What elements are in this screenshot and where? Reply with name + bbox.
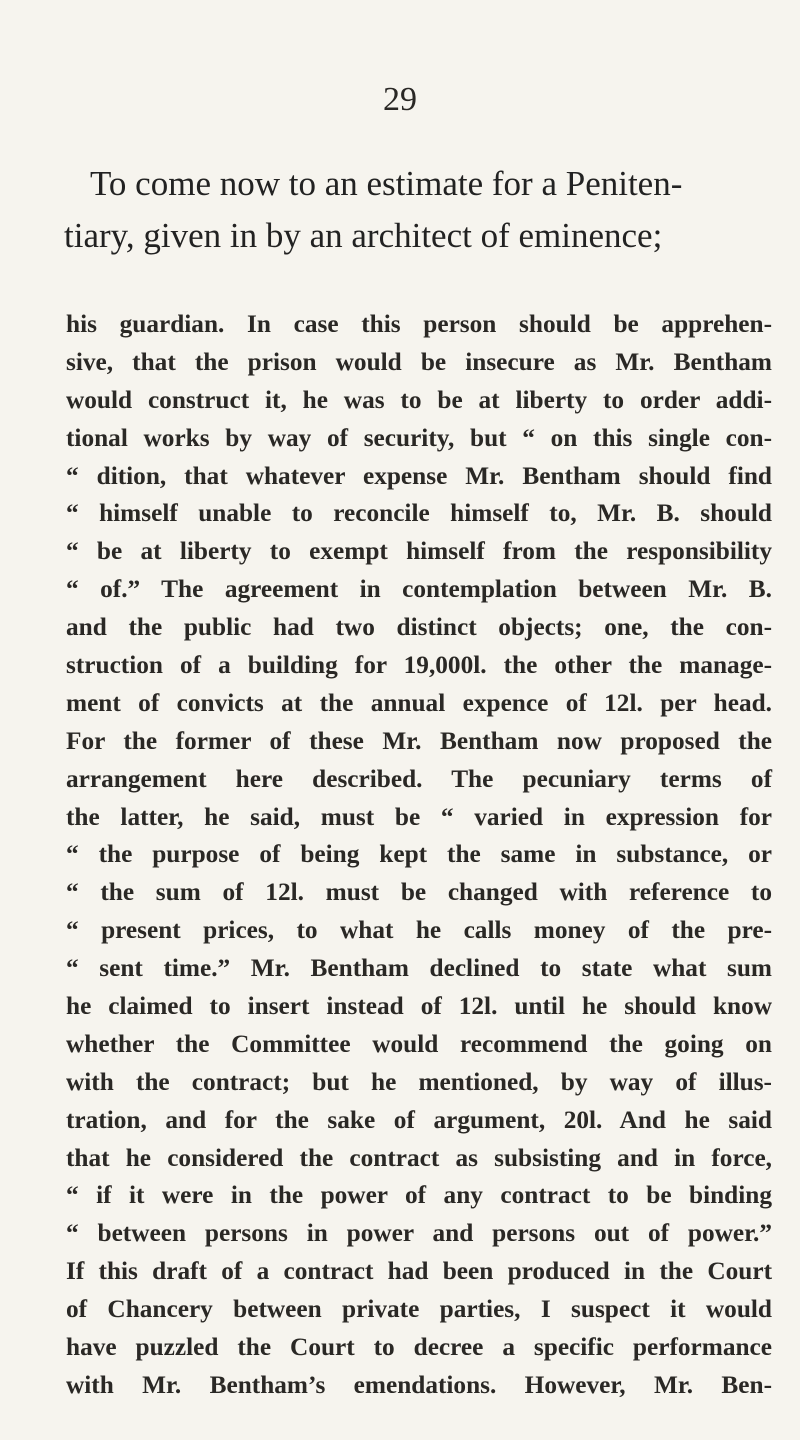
text-line: with Mr. Bentham’s emendations. However, Mr. Ben- <box>66 1370 772 1399</box>
text-line: of Chancery between private parties, I suspect it would <box>66 1295 772 1324</box>
text-line: “ the purpose of being kept the same in substance, or <box>66 840 772 869</box>
text-line: arrangement here described. The pecuniary terms of <box>66 764 772 793</box>
page-number: 29 <box>383 81 417 118</box>
text-line: ment of convicts at the annual expence of 12l. per head. <box>66 688 772 717</box>
text-line: “ if it were in the power of any contract to be binding <box>66 1181 772 1210</box>
text-line: “ between persons in power and persons out of power.” <box>66 1219 772 1248</box>
text-line: “ himself unable to reconcile himself to, Mr. B. should <box>66 499 772 528</box>
text-line: tration, and for the sake of argument, 20l. And he said <box>66 1105 772 1134</box>
text-line: with the contract; but he mentioned, by way of illus- <box>66 1067 772 1096</box>
text-line: “ dition, that whatever expense Mr. Bentham should find <box>66 461 772 490</box>
text-line: For the former of these Mr. Bentham now proposed the <box>66 726 772 755</box>
text-line: he claimed to insert instead of 12l. until he should know <box>66 992 772 1021</box>
text-line: have puzzled the Court to decree a specific performance <box>66 1333 772 1362</box>
heading-line-1: To come now to an estimate for a Peniten- <box>90 164 683 203</box>
text-line: struction of a building for 19,000l. the other the manage- <box>66 651 772 680</box>
text-line: and the public had two distinct objects; one, the con- <box>66 613 772 642</box>
text-line: “ sent time.” Mr. Bentham declined to state what sum <box>66 954 772 983</box>
text-line: tional works by way of security, but “ on this single con- <box>66 423 772 452</box>
text-line: his guardian. In case this person should be apprehen- <box>66 310 772 338</box>
text-line: that he considered the contract as subsisting and in force, <box>66 1143 772 1172</box>
text-line: “ be at liberty to exempt himself from the responsibility <box>66 537 772 566</box>
text-line: “ of.” The agreement in contemplation between Mr. B. <box>66 575 772 604</box>
text-line: “ present prices, to what he calls money of the pre- <box>66 916 772 945</box>
text-line: would construct it, he was to be at liberty to order addi- <box>66 385 772 414</box>
text-line: sive, that the prison would be insecure as Mr. Bentham <box>66 347 772 376</box>
heading-line-2: tiary, given in by an architect of eminence; <box>64 216 663 255</box>
text-line: “ the sum of 12l. must be changed with reference to <box>66 878 772 907</box>
body-paragraph <box>66 306 772 1405</box>
text-line: If this draft of a contract had been produced in the Court <box>66 1257 772 1286</box>
text-line: whether the Committee would recommend the going on <box>66 1029 772 1058</box>
text-line: the latter, he said, must be “ varied in expression for <box>66 802 772 831</box>
